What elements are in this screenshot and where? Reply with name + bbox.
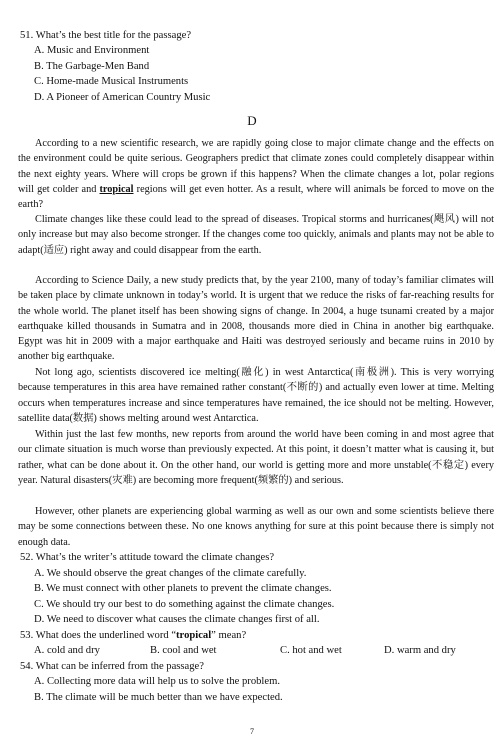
q52-option-b: B. We must connect with other planets to prevent the climate changes. bbox=[34, 583, 332, 594]
q51-option-c: C. Home-made Musical Instruments bbox=[34, 76, 189, 87]
q53-option-b: B. cool and wet bbox=[150, 645, 217, 656]
underlined-word: tropical bbox=[99, 183, 134, 195]
q51-option-d: D. A Pioneer of American Country Music bbox=[34, 92, 211, 103]
q51-option-a: A. Music and Environment bbox=[34, 45, 150, 56]
question-52: 52. What’s the writer’s attitude toward the climate changes? bbox=[20, 552, 275, 563]
q54-option-b: B. The climate will be much better than we have expected. bbox=[34, 692, 283, 703]
passage-paragraph-3: According to Science Daily, a new study predicts that, by the year 2100, many of today’s familiar climates will be taken place by climate unknown in today’s world. It is urgent that we reduce the risks of far-reaching results for the whole world. The planet itself has been showing signs of change. In 2004, a huge tsunami created by a major earthquake killed thousands in Sumatra and in 2008, thousands more died in China in another big earthquake. Egypt was hit in 2009 with a major earthquake and Haiti was destroyed seriously and became ruins in 2010 by another big earthquake. bbox=[18, 275, 494, 363]
question-54: 54. What can be inferred from the passage? bbox=[20, 661, 204, 672]
passage-paragraph-4: Not long ago, scientists discovered ice melting(融化) in west Antarctica(南极洲). This is very worrying because temperatures in this area have remained rather constant(不断的) and actually even lower at time. Melting occurs when temperatures increase and since temperatures have remained, the ice should not be melting. However, satellite data(数据) shows melting around west Antarctica. bbox=[18, 367, 494, 424]
passage-paragraph-2: Climate changes like these could lead to the spread of diseases. Tropical storms and hurricanes(飓风) will not only increase but may also become stronger. If the changes come too quickly, animals and plants may not be able to adapt(适应) right away and could disappear from the earth. bbox=[18, 214, 494, 256]
q52-option-c: C. We should try our best to do something against the climate changes. bbox=[34, 599, 335, 610]
q53-option-d: D. warm and dry bbox=[384, 645, 456, 656]
passage-paragraph-6: However, other planets are experiencing global warming as well as our own and some scientists believe there may be some connections between these. No one knows anything for sure at this point because there is simply not enough data. bbox=[18, 506, 494, 548]
question-53: 53. What does the underlined word “tropical” mean? bbox=[20, 630, 247, 641]
q51-option-b: B. The Garbage-Men Band bbox=[34, 61, 150, 72]
q52-option-a: A. We should observe the great changes of the climate carefully. bbox=[34, 568, 307, 579]
section-label: D bbox=[247, 113, 257, 128]
passage-paragraph-1: According to a new scientific research, we are rapidly going close to major climate change and the effects on the environment could be quite serious. Geographers predict that climate zones could completely disappear within the next eighty years. Where will crops be grown if this happens? When the climate changes a lot, polar regions will get colder and tropical regions will get even hotter. As a result, where will animals be forced to move on the earth? bbox=[18, 138, 494, 211]
q53-option-a: A. cold and dry bbox=[34, 645, 100, 656]
q54-option-a: A. Collecting more data will help us to solve the problem. bbox=[34, 676, 280, 687]
q52-option-d: D. We need to discover what causes the climate changes first of all. bbox=[34, 614, 320, 625]
passage-paragraph-5: Within just the last few months, new reports from around the world have been coming in and most agree that our climate situation is much worse than previously expected. At this point, it doesn’t matter what is causing it, but rather, what can be done about it. On the other hand, our world is getting more and more unstable(不稳定) every year. Natural disasters(灾难) are becoming more frequent(频繁的) and serious. bbox=[18, 429, 494, 486]
question-51: 51. What’s the best title for the passage? bbox=[20, 30, 192, 41]
q53-option-c: C. hot and wet bbox=[280, 645, 342, 656]
page-number: 7 bbox=[250, 727, 254, 736]
